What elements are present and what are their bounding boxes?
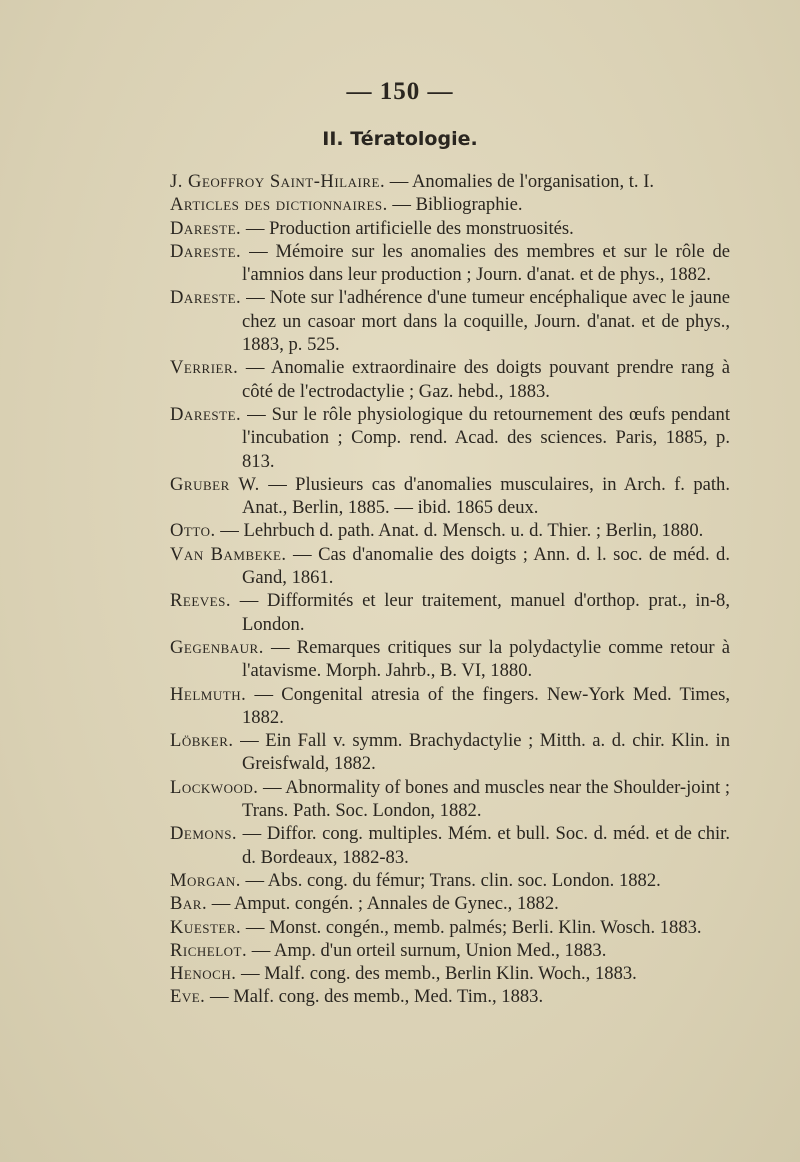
entry-text: — Difformités et leur traitement, manuel d'orthop. prat., in-8, London. (231, 590, 730, 635)
entry-author: Dareste. (170, 403, 242, 425)
bibliography-entry (170, 543, 730, 590)
bibliography-entry (170, 356, 730, 403)
bibliography-entry (170, 892, 730, 915)
entry-text: — Mémoire sur les anomalies des membres et sur le rôle de l'amnios dans leur production ; Journ. d'anat. et de phys., 1882. (241, 240, 730, 286)
entry-text: — Remarques critiques sur la polydactylie comme retour à l'atavisme. Morph. Jahrb., B. VI, 1880. (242, 636, 730, 682)
entry-text: — Abnormality of bones and muscles near the Shoulder-joint ; Trans. Path. Soc. London, 1882. (242, 776, 731, 822)
entry-author: Lockwood. (170, 776, 259, 798)
entry-text: — Congenital atresia of the fingers. New-York Med. Times, 1882. (242, 683, 730, 728)
entry-text: — Malf. cong. des memb., Med. Tim., 1883. (205, 986, 544, 1008)
bibliography-entry (170, 822, 730, 869)
entry-text: — Ein Fall v. symm. Brachydactylie ; Mitth. a. d. chir. Klin. in Greisfwald, 1882. (233, 730, 730, 775)
bibliography-entry (170, 589, 730, 636)
bibliography-entry (170, 217, 730, 240)
bibliography-entry (170, 473, 730, 520)
entry-text: — Cas d'anomalie des doigts ; Ann. d. l. soc. de méd. d. Gand, 1861. (242, 543, 730, 589)
bibliography-entry (170, 939, 730, 962)
entry-author: Morgan. (170, 869, 241, 891)
entry-text: — Lehrbuch d. path. Anat. d. Mensch. u. d. Thier. ; Berlin, 1880. (215, 520, 704, 542)
section-title: II. Tératologie. (322, 128, 478, 150)
entry-text: — Amput. congén. ; Annales de Gynec., 1882. (207, 893, 559, 915)
bibliography-list (170, 170, 730, 1009)
entry-author: Otto. (170, 520, 216, 542)
entry-author: Löbker. (170, 730, 234, 752)
entry-text: — Note sur l'adhérence d'une tumeur encéphalique avec le jaune chez un casoar mort dans la coquille, Journ. d'anat. et de phys., 1883, p. 525. (241, 287, 730, 356)
entry-author: Gruber W. (170, 473, 260, 495)
entry-author: Eve. (170, 986, 206, 1008)
entry-text: — Production artificielle des monstruosités. (241, 217, 574, 239)
page-number: — 150 — (346, 78, 454, 105)
bibliography-entry (170, 776, 730, 823)
entry-author: Bar. (170, 893, 208, 915)
entry-text: — Malf. cong. des memb., Berlin Klin. Woch., 1883. (236, 963, 637, 985)
entry-author: Demons. (170, 823, 238, 845)
entry-author: Gegenbaur. (170, 636, 264, 658)
entry-author: Richelot. (170, 939, 248, 961)
entry-author: Dareste. (170, 217, 242, 239)
entry-text: — Monst. congén., memb. palmés; Berli. Klin. Wosch. 1883. (241, 916, 702, 938)
entry-text: — Diffor. cong. multiples. Mém. et bull. Soc. d. méd. et de chir. d. Bordeaux, 1882-83. (237, 823, 730, 868)
entry-author: Henoch. (170, 963, 237, 985)
bibliography-entry (170, 286, 730, 356)
bibliography-entry (170, 985, 730, 1008)
entry-author: Van Bambeke. (170, 543, 287, 565)
bibliography-entry (170, 193, 730, 216)
entry-author: Helmuth. (170, 683, 247, 705)
bibliography-entry (170, 403, 730, 473)
entry-author: Articles des dictionnaires. (170, 194, 388, 216)
bibliography-entry (170, 869, 730, 892)
bibliography-entry (170, 916, 730, 939)
entry-author: Dareste. (170, 287, 242, 309)
entry-text: — Bibliographie. (387, 194, 523, 216)
entry-text: — Abs. cong. du fémur; Trans. clin. soc. London. 1882. (240, 869, 661, 891)
bibliography-entry (170, 683, 730, 730)
entry-text: — Sur le rôle physiologique du retournement des œufs pendant l'incubation ; Comp. rend. Acad. des sciences. Paris, 1885, p. 813. (241, 403, 730, 472)
entry-author: J. Geoffroy Saint-Hilaire. (170, 171, 386, 192)
bibliography-entry (170, 519, 730, 542)
bibliography-entry (170, 962, 730, 985)
entry-text: — Amp. d'un orteil surnum, Union Med., 1883. (247, 939, 607, 961)
bibliography-entry (170, 636, 730, 683)
entry-author: Kuester. (170, 916, 242, 938)
entry-author: Verrier. (170, 357, 239, 379)
entry-text: — Anomalie extraordinaire des doigts pouvant prendre rang à côté de l'ectrodactylie ; Gaz. hebd., 1883. (238, 357, 730, 402)
bibliography-entry (170, 729, 730, 776)
entry-text: — Anomalies de l'organisation, t. I. (385, 171, 655, 192)
entry-author: Reeves. (170, 590, 231, 612)
entry-author: Dareste. (170, 240, 242, 262)
bibliography-entry (170, 240, 730, 287)
bibliography-entry (170, 170, 730, 193)
entry-text: — Plusieurs cas d'anomalies musculaires, in Arch. f. path. Anat., Berlin, 1885. — ibid. 1865 deux. (242, 473, 730, 519)
